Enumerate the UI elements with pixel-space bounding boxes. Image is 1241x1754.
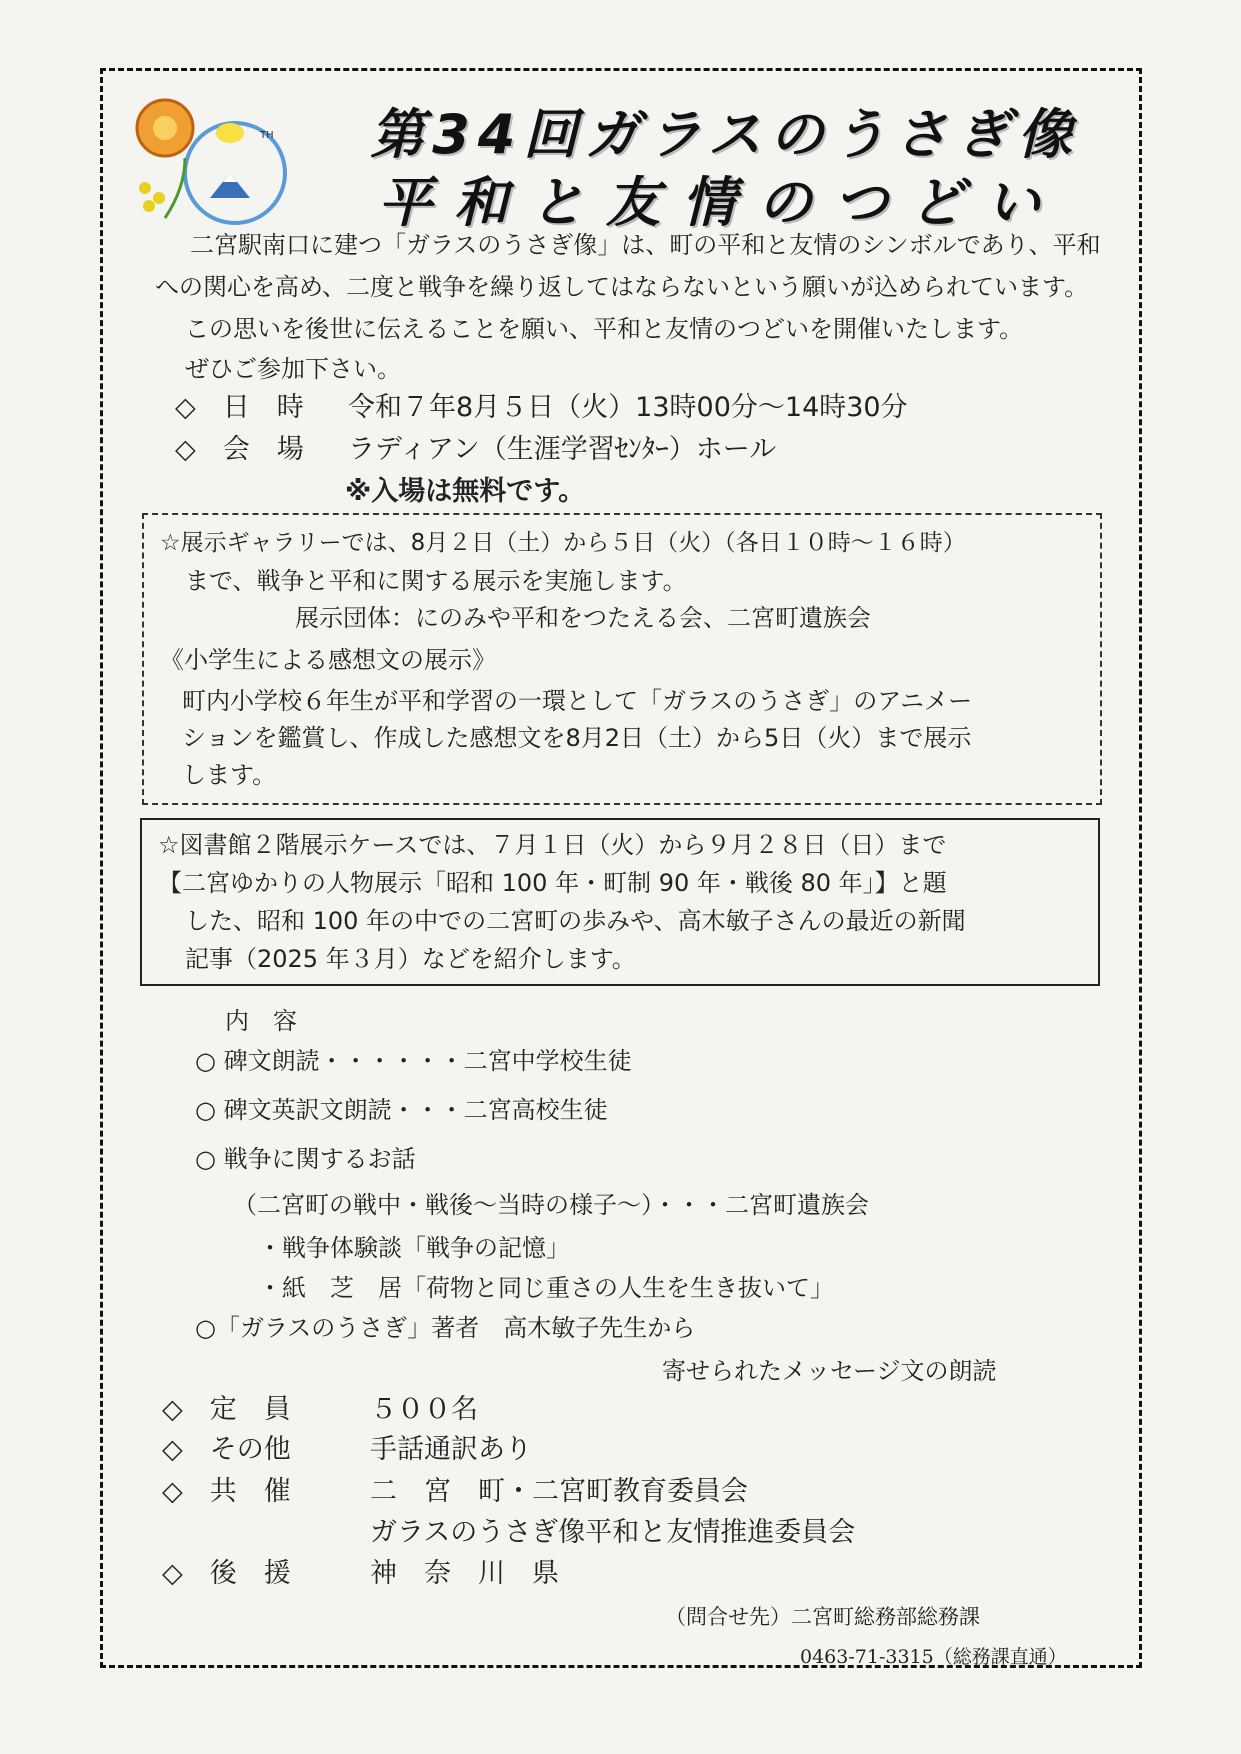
contents-item-2: ○ 碑文英訳文朗読・・・二宮高校生徒: [195, 1096, 608, 1124]
title-line-1: 第34回ガラスのうさぎ像: [370, 103, 1080, 166]
svg-text:TH: TH: [260, 130, 274, 141]
gallery-line-6: ションを鑑賞し、作成した感想文を8月2日（土）から5日（火）まで展示: [182, 724, 972, 752]
cohost-label: ◇ 共 催: [162, 1476, 291, 1507]
venue-label: ◇ 会 場: [175, 434, 304, 465]
intro-line-4: ぜひご参加下さい。: [185, 355, 401, 383]
contents-item-3: ○ 戦争に関するお話: [195, 1145, 416, 1173]
title-line-2: 平和と友情のつどい: [378, 171, 1062, 234]
date-value: 令和７年8月５日（火）13時00分～14時30分: [348, 392, 908, 423]
intro-line-3: この思いを後世に伝えることを願い、平和と友情のつどいを開催いたします。: [185, 315, 1024, 343]
contents-item-3-a: ・戦争体験談「戦争の記憶」: [258, 1234, 570, 1262]
free-admission-note: ※入場は無料です。: [345, 476, 586, 507]
gallery-line-5: 町内小学校６年生が平和学習の一環として「ガラスのうさぎ」のアニメー: [182, 687, 973, 715]
gallery-line-1: ☆展示ギャラリーでは、8月２日（土）から５日（火）（各日１０時～１６時）: [160, 530, 966, 556]
library-line-2: 【二宮ゆかりの人物展示「昭和 100 年・町制 90 年・戦後 80 年」】と題: [158, 869, 947, 897]
library-line-3: した、昭和 100 年の中での二宮町の歩みや、高木敏子さんの最近の新聞: [185, 907, 966, 935]
support-value: 神 奈 川 県: [370, 1558, 559, 1589]
support-label: ◇ 後 援: [162, 1558, 291, 1589]
contents-item-4: ○「ガラスのうさぎ」著者 高木敏子先生から: [195, 1314, 696, 1342]
gallery-line-2: まで、戦争と平和に関する展示を実施します。: [185, 567, 687, 595]
contents-item-3-b: ・紙 芝 居「荷物と同じ重さの人生を生き抜いて」: [258, 1274, 834, 1302]
intro-line-1: 二宮駅南口に建つ「ガラスのうさぎ像」は、町の平和と友情のシンボルであり、平和: [190, 231, 1101, 259]
contact-phone: 0463-71-3315（総務課直通）: [800, 1646, 1067, 1668]
contact-department: （問合せ先）二宮町総務部総務課: [665, 1605, 980, 1629]
contents-heading: 内 容: [225, 1007, 297, 1035]
cohost-value-1: 二 宮 町・二宮町教育委員会: [370, 1476, 748, 1507]
other-value: 手話通訳あり: [370, 1434, 532, 1465]
library-line-4: 記事（2025 年３月）などを紹介します。: [185, 945, 636, 973]
contents-item-1: ○ 碑文朗読・・・・・・二宮中学校生徒: [195, 1047, 632, 1075]
cohost-value-2: ガラスのうさぎ像平和と友情推進委員会: [370, 1517, 856, 1548]
gallery-line-3: 展示団体：にのみや平和をつたえる会、二宮町遺族会: [295, 604, 871, 632]
other-label: ◇ その他: [162, 1434, 291, 1465]
anniversary-logo: [125, 78, 300, 228]
venue-value: ラディアン（生涯学習ｾﾝﾀｰ）ホール: [348, 434, 777, 465]
gallery-line-4: 《小学生による感想文の展示》: [160, 646, 496, 674]
intro-line-2: への関心を高め、二度と戦争を繰り返してはならないという願いが込められています。: [155, 273, 1089, 301]
capacity-value: ５００名: [370, 1394, 478, 1425]
date-label: ◇ 日 時: [175, 392, 304, 423]
gallery-line-7: します。: [182, 761, 277, 789]
library-line-1: ☆図書館２階展示ケースでは、７月１日（火）から９月２８日（日）まで: [158, 831, 947, 859]
capacity-label: ◇ 定 員: [162, 1394, 291, 1425]
contents-item-3-sub: （二宮町の戦中・戦後～当時の様子～）・・・二宮町遺族会: [233, 1191, 869, 1219]
contents-item-4-cont: 寄せられたメッセージ文の朗読: [662, 1357, 997, 1385]
